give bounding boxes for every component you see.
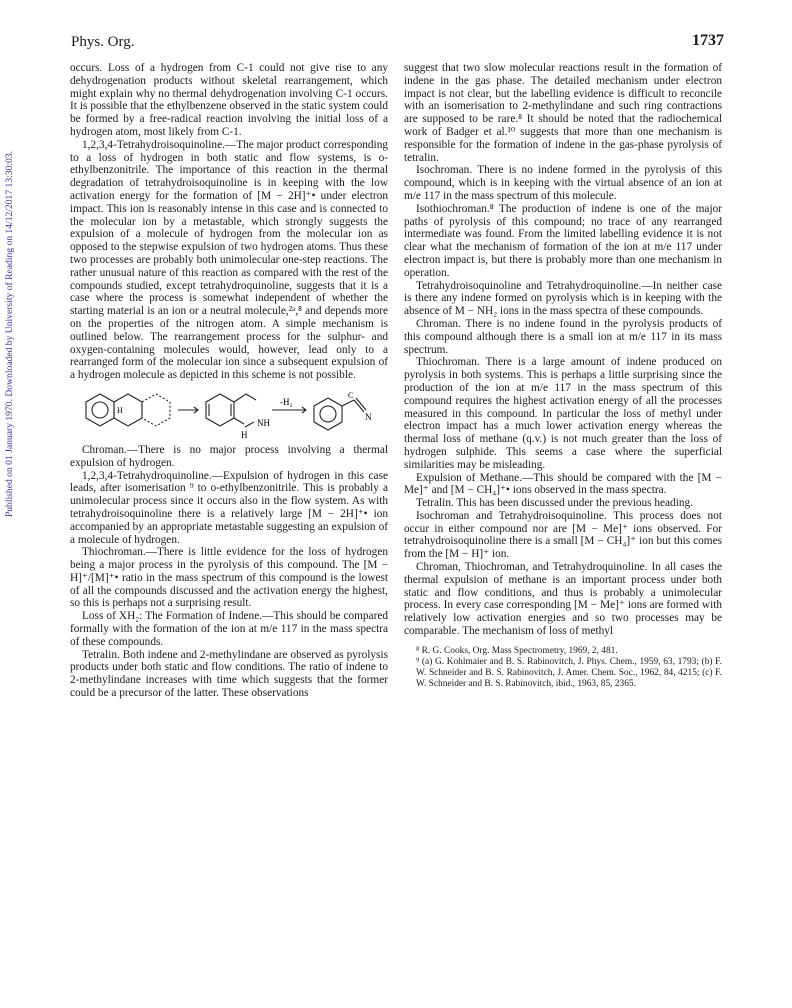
right-column <box>404 62 722 690</box>
benzene-ring <box>206 394 234 426</box>
page-number: 1737 <box>692 32 724 49</box>
paragraph: Expulsion of Methane.—This should be compared with the [M − Me]⁺ and [M − CH₄]⁺• ions observed in the mass spectra. <box>404 471 722 497</box>
paragraph: Isochroman and Tetrahydroisoquinoline. This process does not occur in either compound nor are [M − Me]⁺ ions observed. For tetrahydroisoquinoline there is a small [M − CH₄]⁺ ion but this comes from the [M − H]⁺ ion. <box>404 509 722 561</box>
paragraph: Tetralin. This has been discussed under the previous heading. <box>416 497 693 510</box>
left-column <box>70 62 388 700</box>
atom-label: NH <box>257 417 270 428</box>
aromatic-circle <box>92 402 108 418</box>
paragraph: Isochroman. There is no indene formed in the pyrolysis of this compound, which is in keeping with the virtual absence of an ion at m/e 117 in the mass spectrum of this molecule. <box>404 164 722 202</box>
reaction-scheme <box>84 386 374 440</box>
paragraph: Isothiochroman.⁸ The production of indene is one of the major paths of pyrolysis of this compound; no trace of any rearranged intermediate was found. From the limited labelling evidence it is not clear what the mechanism of formation of the ion at m/e 117 under electron impact is, but there is probably more than one mechanism in operation. <box>404 202 722 279</box>
paragraph: Tetralin. Both indene and 2-methylindane are observed as pyrolysis products under both static and flow conditions. The ratio of indene to 2-methylindane increases with time which suggests that the former could be a precursor of the latter. These observations <box>70 648 388 700</box>
benzene-ring <box>314 398 342 430</box>
atom-label: N <box>365 411 372 422</box>
footnote: ⁸ R. G. Cooks, Org. Mass Spectrometry, 1969, 2, 481. <box>416 645 618 656</box>
paragraph: Tetrahydroisoquinoline and Tetrahydroquinoline.—In neither case is there any indene formed on pyrolysis which is in keeping with the absence of M − NH₂ ions in the mass spectra of these compounds. <box>404 279 722 318</box>
atom-label: H <box>241 429 248 440</box>
atom-label: H <box>117 405 123 415</box>
footnote: ⁹ (a) G. Kohlmaier and B. S. Rabinovitch, J. Phys. Chem., 1959, 63, 1793; (b) F. W. Schneider and B. S. Rabinovitch, J. Amer. Chem. Soc., 1962, 84, 4215; (c) F. W. Schneider and B. S. Rabinovitch, ibid., 1963, 85, 2365. <box>416 656 722 689</box>
provenance-sidebar <box>4 64 16 604</box>
benzene-ring <box>86 394 114 426</box>
reagent-label: -H₂ <box>280 396 293 407</box>
paragraph: 1,2,3,4-Tetrahydroquinoline.—Expulsion of hydrogen in this case leads, after isomerisation ⁹ to o-ethylbenzonitrile. This is probably a unimolecular process since it occurs also in the flow system. As with tetrahydroisoquinoline there is a relatively large [M − 2H]⁺• ion accompanied by an appropriate metastable suggesting an expulsion of a molecule of hydrogen. <box>70 469 388 546</box>
paragraph: Chroman, Thiochroman, and Tetrahydroquinoline. In all cases the thermal expulsion of methane is an important process under both static and flow conditions, and thus is probably a unimolecular process. In every case corresponding [M − Me]⁺ ions are formed with relatively low activation energies and so two processes may be comparable. The mechanism of loss of methyl <box>404 561 722 638</box>
atom-label: C <box>348 390 354 400</box>
paragraph: Thiochroman. There is a large amount of indene produced on pyrolysis in both systems. This is perhaps a little surprising since the production of the ion at m/e 117 in the mass spectrum of this compound requires the highest activation energy of all the processes measured in this compound. In particular the loss of methyl under electron impact has a much lower activation energy whereas the thermal loss of methane (q.v.) is not much greater than the loss of hydrogen sulphide. This seems a case where the superficial similarities may be misleading. <box>404 356 722 471</box>
paragraph: Chroman. There is no indene found in the pyrolysis products of this compound although there is a small ion at m/e 117 in its mass spectrum. <box>404 317 722 356</box>
paragraph: Chroman.—There is no major process involving a thermal expulsion of hydrogen. <box>70 443 388 469</box>
provenance-link[interactable]: Published on 01 January 1970. Downloaded by University of Reading on 14/12/2017 13:30:03. <box>4 150 15 518</box>
paragraph: occurs. Loss of a hydrogen from C-1 could not give rise to any dehydrogenation products without skeletal rearrangement, which might explain why no thermal dehydrogenation involving C-1 occurs. It is possible that the ethylbenzene observed in the static system could be formed by a free-radical reaction involving the initial loss of a hydrogen atom, most likely from C-1. <box>70 62 388 138</box>
journal-section: Phys. Org. <box>71 34 135 50</box>
paragraph: suggest that two slow molecular reactions result in the formation of indene in the gas phase. The detailed mechanism under electron impact is not clear, but the labelling evidence is difficult to reconcile with an isomerisation to 2-methylindane and such ring contractions are supposed to be rare.⁸ It should be noted that the radiochemical work of Badger et al.¹⁰ suggests that more than one mechanism is responsible for the formation of indene in the gas-phase pyrolysis of tetralin. <box>404 62 722 164</box>
paragraph: 1,2,3,4-Tetrahydroisoquinoline.—The major product corresponding to a loss of hydrogen in both static and flow systems, is o-ethylbenzonitrile. The importance of this reaction in the thermal degradation of tetrahydroisoquinoline is in keeping with the low activation energy for the formation of [M − 2H]⁺• under electron impact. This ion is reasonably intense in this case and is connected to the molecular ion by a metastable, which strongly suggests the expulsion of a molecule of hydrogen from the molecular ion as opposed to the stepwise expulsion of two hydrogen atoms. Thus these two processes are probably both unimolecular one-step reactions. The rather unusual nature of this reaction as compared with the rest of the compounds studied, except tetrahydroquinoline, suggests that it is a case where the process is somewhat independent of whether the starting material is an ion or a neutral molecule,²ᵃ,⁸ and depends more on the properties of the nitrogen atom. A simple mechanism is outlined below. The rearrangement process for the sulphur- and oxygen-containing molecules would, however, lead only to a rearranged form of the molecular ion since a subsequent expulsion of a hydrogen molecule as depicted in this scheme is not possible. <box>70 138 388 382</box>
paragraph: Loss of XH₂: The Formation of Indene.—This should be compared formally with the formation of the ion at m/e 117 in the mass spectra of these compounds. <box>70 610 388 648</box>
footnotes <box>404 646 722 690</box>
paragraph: Thiochroman.—There is little evidence for the loss of hydrogen being a major process in the pyrolysis of this compound. The [M − H]⁺/[M]⁺• ratio in the mass spectrum of this compound is the lowest of all the compounds discussed and the activation energy the highest, so this is perhaps not a surprising result. <box>70 546 388 610</box>
